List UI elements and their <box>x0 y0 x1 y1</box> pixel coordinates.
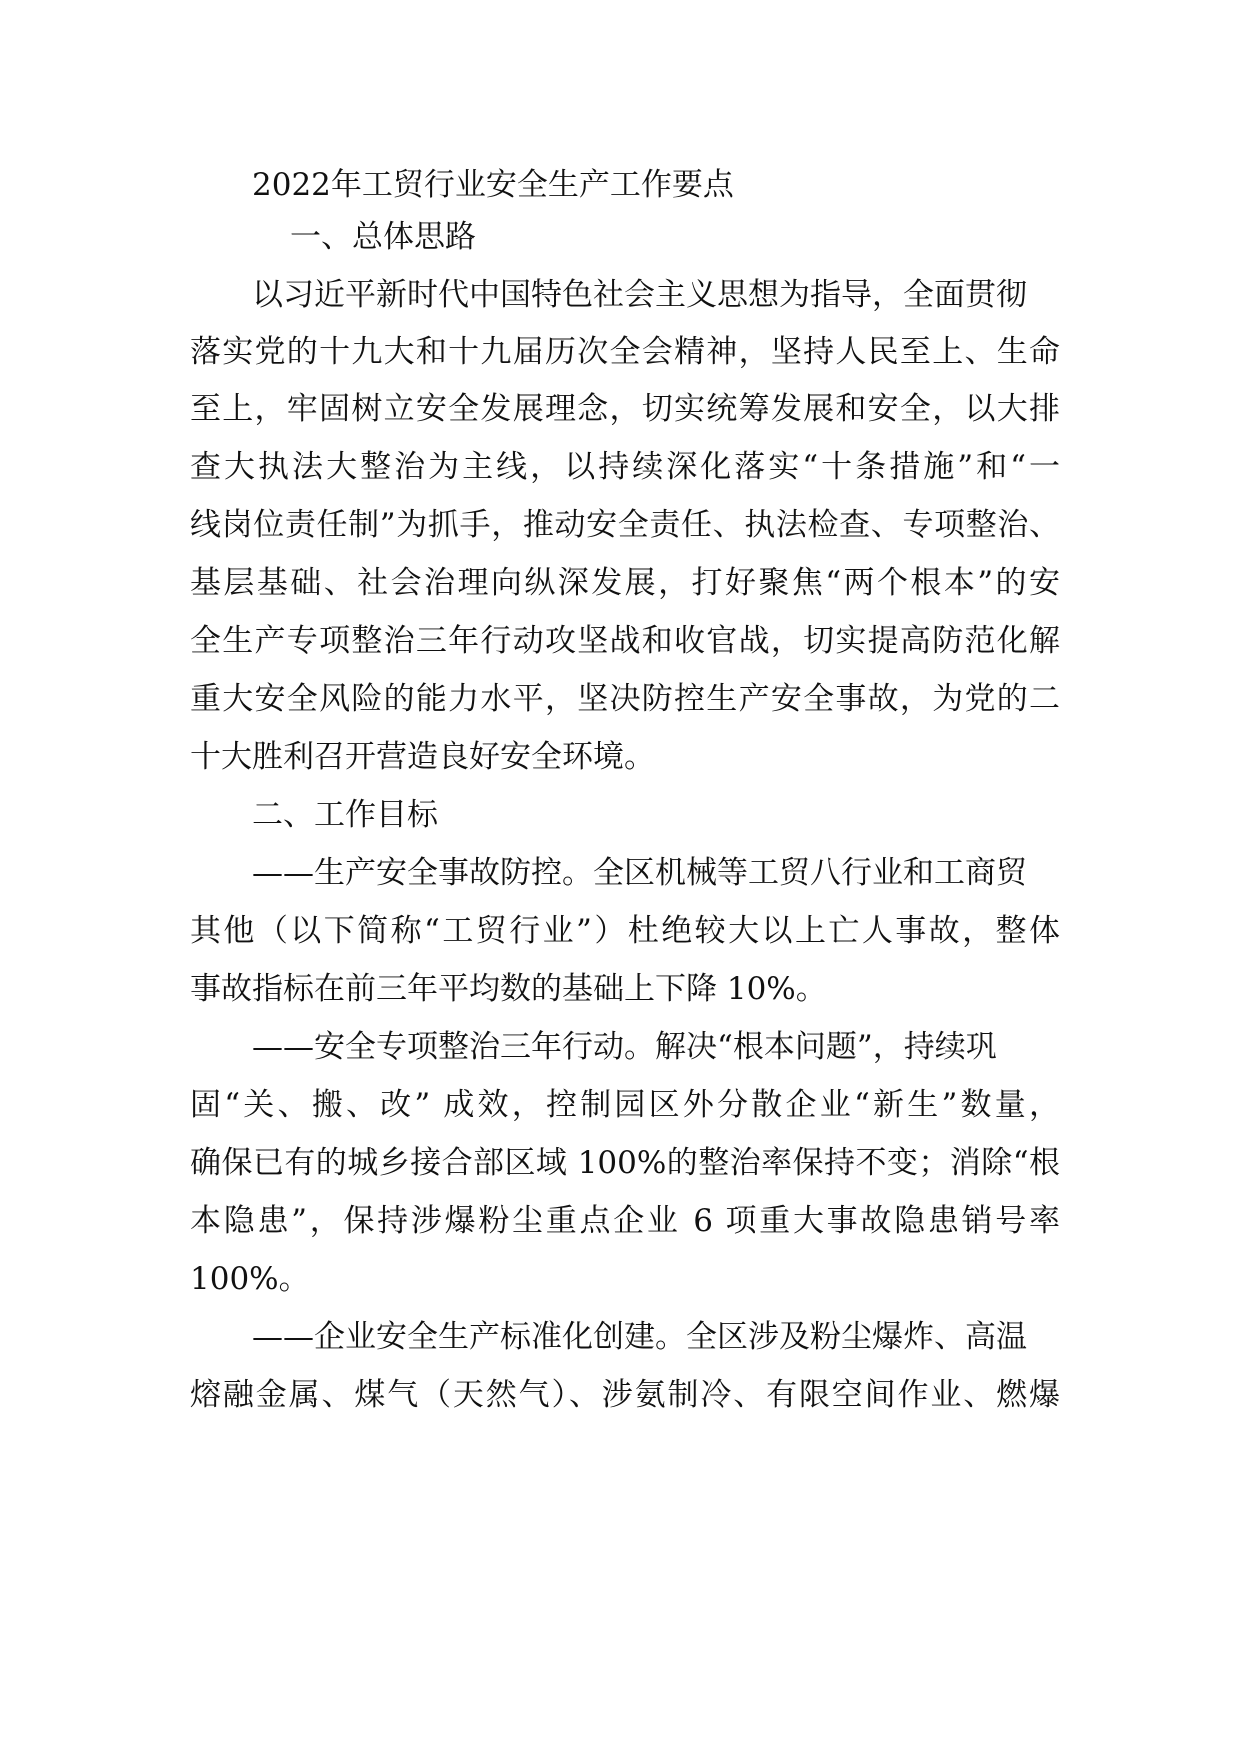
goal-line: 本隐患”，保持涉爆粉尘重点企业 6 项重大事故隐患销号率 <box>190 1203 1060 1239</box>
paragraph-line: 至上，牢固树立安全发展理念，切实统筹发展和安全，以大排 <box>190 391 1060 427</box>
document-title: 2022年工贸行业安全生产工作要点 <box>252 167 734 203</box>
goal-line: 其他（以下简称“工贸行业”）杜绝较大以上亡人事故，整体 <box>190 913 1060 949</box>
paragraph-line: 落实党的十九大和十九届历次全会精神，坚持人民至上、生命 <box>190 334 1060 370</box>
paragraph-line: 线岗位责任制”为抓手，推动安全责任、执法检查、专项整治、 <box>190 507 1060 543</box>
paragraph-line: 十大胜利召开营造良好安全环境。 <box>190 739 655 775</box>
goal-line: 固“关、搬、改” 成效，控制园区外分散企业“新生”数量， <box>190 1087 1060 1123</box>
goal-line: ——企业安全生产标准化创建。全区涉及粉尘爆炸、高温 <box>252 1319 1027 1355</box>
section-heading-work-goals: 二、工作目标 <box>252 797 438 833</box>
section-heading-overall-approach: 一、总体思路 <box>290 219 476 255</box>
goal-line: ——安全专项整治三年行动。解决“根本问题”，持续巩 <box>252 1029 997 1065</box>
paragraph-line: 查大执法大整治为主线，以持续深化落实“十条措施”和“一 <box>190 449 1060 485</box>
goal-line: 事故指标在前三年平均数的基础上下降 10%。 <box>190 971 827 1007</box>
paragraph-line: 全生产专项整治三年行动攻坚战和收官战，切实提高防范化解 <box>190 623 1060 659</box>
goal-line: ——生产安全事故防控。全区机械等工贸八行业和工商贸 <box>252 855 1027 891</box>
goal-line: 100%。 <box>190 1261 310 1297</box>
paragraph-line: 以习近平新时代中国特色社会主义思想为指导，全面贯彻 <box>252 277 1027 313</box>
paragraph-line: 重大安全风险的能力水平，坚决防控生产安全事故，为党的二 <box>190 681 1060 717</box>
goal-line: 确保已有的城乡接合部区域 100%的整治率保持不变；消除“根 <box>190 1145 1060 1181</box>
paragraph-line: 基层基础、社会治理向纵深发展，打好聚焦“两个根本”的安 <box>190 565 1060 601</box>
goal-line: 熔融金属、煤气（天然气）、涉氨制冷、有限空间作业、燃爆 <box>190 1377 1060 1413</box>
